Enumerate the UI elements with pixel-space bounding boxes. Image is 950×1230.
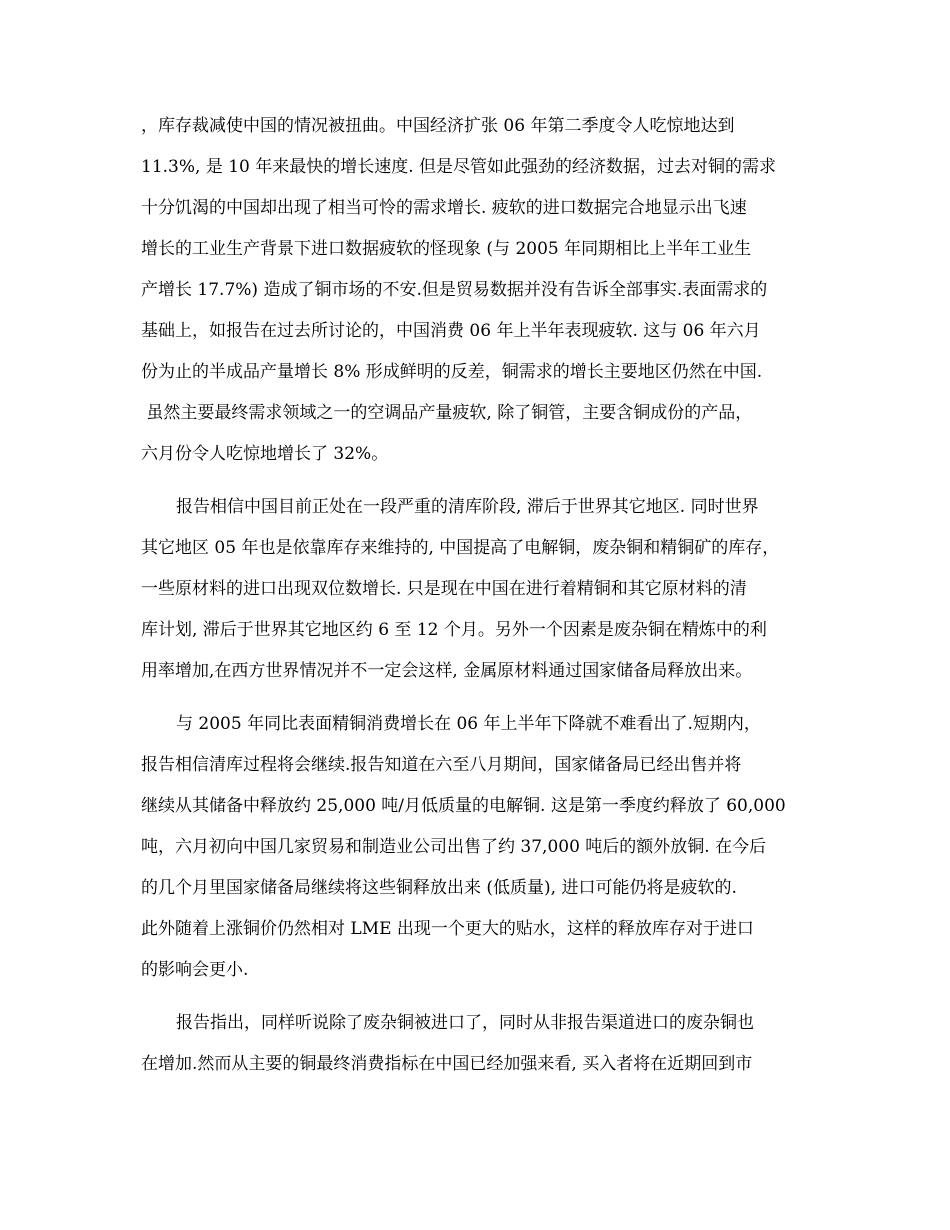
text-line: 报告相信清库过程将会继续.报告知道在六至八月期间，国家储备局已经出售并将 [141, 755, 742, 775]
text-line: 的几个月里国家储备局继续将这些铜释放出来 (低质量), 进口可能仍将是疲软的. [141, 878, 737, 898]
text-line: 此外随着上涨铜价仍然相对 LME 出现一个更大的贴水，这样的释放库存对于进口 [141, 919, 754, 939]
text-line: 一些原材料的进口出现双位数增长. 只是现在中国在进行着精铜和其它原材料的清 [141, 579, 747, 599]
text-line: 产增长 17.7%) 造成了铜市场的不安.但是贸易数据并没有告诉全部事实.表面需求的 [141, 280, 768, 300]
text-line: 11.3%, 是 10 年来最快的增长速度. 但是尽管如此强劲的经济数据，过去对铜的需求 [141, 157, 777, 177]
text-line: 六月份令人吃惊地增长了 32%。 [141, 444, 389, 464]
text-line: 十分饥渴的中国却出现了相当可怜的需求增长. 疲软的进口数据完合地显示出飞速 [141, 198, 747, 218]
text-line: 基础上，如报告在过去所讨论的，中国消费 06 年上半年表现疲软. 这与 06 年六月 [141, 321, 761, 341]
text-line: 报告指出，同样听说除了废杂铜被进口了，同时从非报告渠道进口的废杂铜也 [176, 1013, 754, 1033]
text-line: 报告相信中国目前正处在一段严重的清库阶段, 滞后于世界其它地区. 同时世界 [176, 497, 759, 517]
text-line: 的影响会更小. [141, 960, 249, 980]
text-line: 继续从其储备中释放约 25,000 吨/月低质量的电解铜. 这是第一季度约释放了 60,000 [141, 796, 786, 816]
text-line: 库计划, 滞后于世界其它地区约 6 至 12 个月。另外一个因素是废杂铜在精炼中的利 [141, 620, 767, 640]
text-line: 虽然主要最终需求领域之一的空调品产量疲软, 除了铜管，主要含铜成份的产品， [141, 403, 753, 423]
text-line: 在增加.然而从主要的铜最终消费指标在中国已经加强来看, 买入者将在近期回到市 [141, 1054, 753, 1074]
text-line: 份为止的半成品产量增长 8% 形成鲜明的反差，铜需求的增长主要地区仍然在中国. [141, 362, 763, 382]
text-line: 其它地区 05 年也是依靠库存来维持的, 中国提高了电解铜，废杂铜和精铜矿的库存， [141, 538, 780, 558]
text-line: 用率增加,在西方世界情况并不一定会这样, 金属原材料通过国家储备局释放出来。 [141, 661, 753, 681]
text-line: 增长的工业生产背景下进口数据疲软的怪现象 (与 2005 年同期相比上半年工业生 [141, 239, 752, 259]
text-line: 与 2005 年同比表面精铜消费增长在 06 年上半年下降就不难看出了.短期内， [176, 714, 761, 734]
text-line: ，库存裁减使中国的情况被扭曲。中国经济扩张 06 年第二季度令人吃惊地达到 [141, 116, 735, 136]
text-line: 吨，六月初向中国几家贸易和制造业公司出售了约 37,000 吨后的额外放铜. 在今后 [141, 837, 767, 857]
